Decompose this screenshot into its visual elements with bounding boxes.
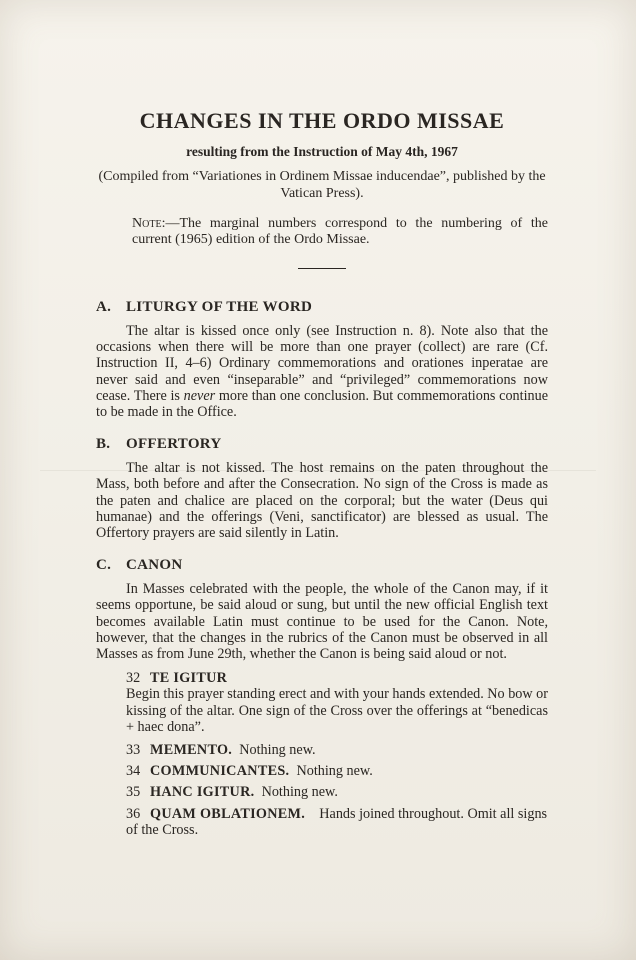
note-lead: Note: [132, 216, 162, 231]
section-title: OFFERTORY: [126, 436, 222, 453]
section-liturgy-of-the-word: [96, 299, 548, 420]
item-title: HANC IGITUR.: [150, 784, 255, 801]
item-number: 35: [126, 784, 141, 801]
section-title: LITURGY OF THE WORD: [126, 299, 313, 315]
note-text: :—The marginal numbers correspond to the numbering of the current (1965) edition of the Ordo Missae.: [132, 216, 548, 247]
item-text: Hands joined throughout. Omit all signs of the Cross.: [126, 805, 548, 838]
marginal-note: [96, 216, 548, 248]
section-letter: C.: [96, 557, 112, 574]
item-title: COMMUNICANTES.: [150, 763, 290, 780]
item-number: 34: [126, 763, 141, 780]
section-heading: [96, 299, 548, 316]
item-title: QUAM OBLATIONEM.: [150, 805, 306, 822]
item-number: 32: [126, 670, 141, 687]
divider: [298, 268, 346, 269]
section-canon: [96, 557, 548, 838]
section-heading: [96, 436, 548, 453]
section-text-emphasis: never: [183, 387, 216, 404]
section-letter: A.: [96, 299, 112, 315]
section-title: CANON: [126, 557, 183, 574]
section-heading: [96, 557, 548, 574]
canon-item: [96, 784, 548, 800]
item-number: 36: [126, 805, 141, 822]
item-text: Begin this prayer standing erect and with your hands extended. No bow or kissing of the altar. One sign of the Cross over the offerings at “benedicas + haec dona”.: [126, 686, 548, 735]
section-letter: B.: [96, 436, 111, 453]
item-title: MEMENTO.: [150, 742, 233, 759]
section-text: In Masses celebrated with the people, the whole of the Canon may, if it seems opportune, be said aloud or sung, but until the new official English text becomes available Latin must continue to be used for the Canon. Note, however, that the changes in the rubrics of the Canon must be observed in all Masses as from June 29th, whether the Canon is being said aloud or not.: [96, 581, 548, 663]
item-text: Nothing new.: [239, 742, 316, 759]
section-text-part: The altar is kissed once only (see Instruction n. 8). Note also that the occasions when there will be more than one prayer (collect) are rare (Cf. Instruction II, 4–6) Ordinary commemorations and orationes inperatae are never said and even “inseparable” and “privileged” commemorations now cease. There is: [96, 323, 548, 404]
item-title: TE IGITUR: [150, 670, 228, 687]
document-content: [96, 108, 548, 838]
item-text: Nothing new.: [261, 784, 338, 801]
subtitle: resulting from the Instruction of May 4th, 1967: [186, 144, 458, 159]
section-text-part: more than one conclusion. But commemorations continue to be made in the Office.: [96, 387, 549, 421]
section-text: The altar is not kissed. The host remains on the paten throughout the Mass, both before and after the Consecration. No sign of the Cross is made as the paten and chalice are placed on the corporal; but the water (Deus qui humanae) and the offerings (Veni, sanctificator) are blessed as usual. The Offertory prayers are said silently in Latin.: [96, 460, 548, 542]
canon-item: [96, 763, 548, 779]
compiled-note: (Compiled from “Variationes in Ordinem Missae inducendae”, published by the Vatican Press).: [98, 169, 546, 201]
section-offertory: [96, 436, 548, 541]
canon-item: [96, 806, 548, 838]
section-text: [96, 323, 548, 420]
canon-item: [96, 670, 548, 735]
page-title: CHANGES IN THE ORDO MISSAE: [139, 108, 505, 133]
canon-item: [96, 742, 548, 758]
item-text: Nothing new.: [296, 763, 373, 780]
item-header: [126, 670, 548, 686]
item-number: 33: [126, 742, 141, 759]
